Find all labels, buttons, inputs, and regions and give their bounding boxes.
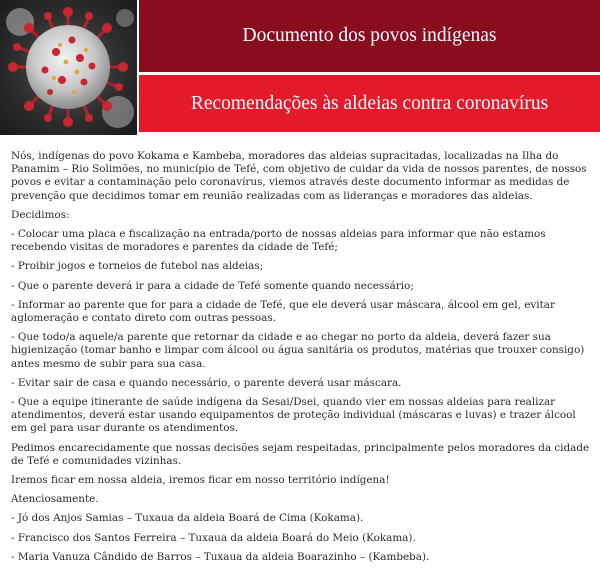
intro-paragraph: Nós, indígenas do povo Kokama e Kambeba, moradores das aldeias supracitadas, localizadas na Ilha do Panamim – Rio Solimões, no município de Tefé, com objetivo de cuidar da vida de nossos parentes, de nossos povos e evitar a contaminação pelo coronavírus, viemos através deste documento informar as medidas de prevenção que decidimos tomar em reunião realizadas com as lideranças e moradores das aldeias. [11, 150, 587, 202]
page-subtitle: Recomendações às aldeias contra coronavírus [190, 92, 549, 114]
measure-item: - Colocar uma placa e fiscalização na entrada/porto de nossas aldeias para informar que não estamos recebendo visitas de moradores e parentes da cidade de Tefé; [11, 228, 546, 254]
closing-text: Atenciosamente. [11, 493, 99, 506]
page-title: Documento dos povos indígenas [242, 25, 497, 46]
request-paragraph: Pedimos encarecidamente que nossas decisões sejam respeitadas, principalmente pelos moradores da cidade de Tefé e comunidades vizinhas. [11, 441, 590, 467]
signatory-item: - Francisco dos Santos Ferreira – Tuxaua da aldeia Boará do Meio (Kokama). [11, 531, 416, 544]
measure-item: - Que o parente deverá ir para a cidade de Tefé somente quando necessário; [11, 279, 414, 292]
document-header [0, 0, 600, 135]
measure-item: - Que a equipe itinerante de saúde indígena da Sesai/Dsei, quando vier em nossas aldeias para realizar atendimentos, deverá estar usando equipamentos de proteção individual (máscaras e luvas) e trazer álcool em gel para usar durante os atendimentos. [11, 396, 576, 435]
measure-item: - Que todo/a aquele/a parente que retornar da cidade e ao chegar no porto da aldeia, deverá fazer sua higienização (tomar banho e limpar com álcool ou água sanitária os produtos, matérias que trouxer consigo) antes mesmo de subir para sua casa. [11, 331, 585, 370]
title-banner [139, 0, 600, 72]
signatory-item: - Maria Vanuza Cândido de Barros – Tuxaua da aldeia Boarazinho – (Kambeba). [11, 550, 430, 563]
document-body [11, 150, 593, 570]
measure-item: - Proibir jogos e torneios de futebol nas aldeias; [11, 260, 264, 273]
stay-paragraph: Iremos ficar em nossa aldeia, iremos ficar em nosso território indígena! [11, 474, 390, 487]
measure-item: - Evitar sair de casa e quando necessário, o parente deverá usar máscara. [11, 376, 402, 389]
coronavirus-icon [0, 0, 137, 135]
signatory-item: - Jó dos Anjos Samias – Tuxaua da aldeia Boará de Cima (Kokama). [11, 512, 364, 525]
coronavirus-image [0, 0, 137, 135]
decidimos-heading: Decidimos: [11, 208, 70, 221]
subtitle-banner [139, 75, 600, 132]
measure-item: - Informar ao parente que for para a cidade de Tefé, que ele deverá usar máscara, álcool em gel, evitar aglomeração e contato direto com outras pessoas. [11, 298, 555, 325]
